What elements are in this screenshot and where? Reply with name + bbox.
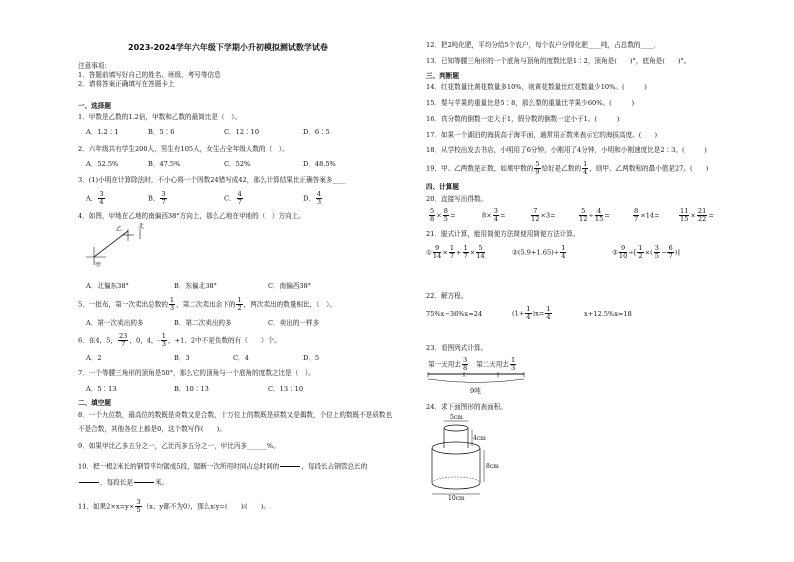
calc-item: $\frac{7}{12}$ ×3= xyxy=(531,207,556,223)
direction-figure xyxy=(86,225,146,270)
option: A．1.2∶1 xyxy=(86,128,119,136)
question-5: 5．一批布，第一次卖出总数的 $\frac{1}{3}$ ，第二次卖出余下的 $\frac{1}{2}$ ，两次卖出的数量相比，（ ）。 xyxy=(78,296,336,312)
option: B．47.5% xyxy=(148,160,181,168)
question-10-cont: ，每段长是 米。 xyxy=(78,475,168,490)
question-23: 23．看图列式计算。 xyxy=(426,344,488,352)
option: A．2 xyxy=(86,354,102,362)
option: C．南偏西38° xyxy=(268,282,312,290)
option: A．第一次卖出的多 xyxy=(86,319,144,327)
question-6: 6．在4，5， $\frac{23}{7}$ ，0，4，- $\frac{1}{3}$ ，+1．2中不是负数的有（ ）个。 xyxy=(78,332,281,348)
bar-label-first: 第一天用去 $\frac{3}{8}$ xyxy=(428,356,468,372)
question-13: 13．已知等腰三角形的一个底角与顶角的度数比是1∶2，顶角是( )°，底角是( )°。 xyxy=(426,57,691,65)
label-bottom-diameter: 10cm xyxy=(448,495,465,502)
cylinder-figure xyxy=(426,414,536,503)
question-11: 11．如果2×x=y× $\frac{3}{5}$ （x、y都不为0），那么x∶y=( )∶( )。 xyxy=(78,498,270,514)
label-bei: 北 xyxy=(138,223,145,230)
question-21: 21．脱式计算，能用简便方法简便用简便方法计算。 xyxy=(426,230,580,238)
option: B． $\frac{3}{7}$ xyxy=(148,190,166,206)
option: C． $\frac{4}{7}$ xyxy=(224,190,242,206)
question-9: 9．如果甲比乙多五分之一，乙比丙多五分之一，甲比丙多______%。 xyxy=(78,442,280,450)
question-3: 3．(1)小明在计算除法时，不小心将一个因数24错写成42，那么计算结果比正确答案多____ xyxy=(78,176,346,184)
section-judge: 三、判断题 xyxy=(426,72,459,80)
section-calc: 四、计算题 xyxy=(426,183,459,191)
option: C．4 xyxy=(233,354,249,362)
label-top-diameter: 5cm xyxy=(450,414,463,421)
option: C．卖出的一样多 xyxy=(268,319,320,327)
option: D．48.5% xyxy=(303,160,336,168)
option: B．东偏北38° xyxy=(174,282,217,290)
option: B．3 xyxy=(174,354,190,362)
option: A． $\frac{3}{4}$ xyxy=(86,190,104,206)
option: C．52% xyxy=(224,160,251,168)
label-large-height: 8cm xyxy=(486,463,499,470)
question-16: 16．真分数的倒数一定大于1，假分数的倒数一定小于1。( ) xyxy=(426,115,620,123)
question-8-cont: 不是合数，其他各位上都是0，这个数写作( )。 xyxy=(78,425,226,433)
exam-title: 2023-2024学年六年级下学期小升初模拟测试数学试卷 xyxy=(128,43,328,52)
calc-item: $\frac{8}{7}$ ×14= xyxy=(634,207,660,223)
option: A．北偏东38° xyxy=(86,282,129,290)
option: D．5 xyxy=(303,354,320,362)
bar-label-second: 第二天用去 $\frac{1}{3}$ xyxy=(476,356,516,372)
question-24: 24．求下面图形的表面积。 xyxy=(426,403,507,411)
expr-3: ③ $\frac{9}{10}$ ÷[ $\frac{1}{2}$ ×( $\frac{3}{5}$ − $\frac{6}{7}$ )] xyxy=(612,244,680,260)
section-choice: 一、选择题 xyxy=(78,102,111,110)
note-item: 2．请将答案正确填写在答题卡上 xyxy=(78,80,175,88)
label-yi: 乙 xyxy=(116,226,123,233)
option: B．10∶13 xyxy=(174,385,209,393)
question-22: 22．解方程。 xyxy=(426,292,468,300)
question-10: 10．把一根2米长的钢管平均锯成5段，锯断一次所用时间占总时间的 ，每段长占钢管总长的 xyxy=(78,459,367,474)
calc-item: $\frac{5}{12}$ ÷ $\frac{4}{15}$ = xyxy=(579,207,610,223)
question-8: 8．一个九位数，最高位的数既是奇数又是合数，十万位上的数既是质数又是偶数，个位上的数既不是质数也 xyxy=(78,411,393,419)
bar-label-total: 9吨 xyxy=(470,387,481,395)
equation-1: 75%x−36%x=24 xyxy=(426,310,483,318)
expr-1: ① $\frac{9}{14}$ × $\frac{1}{7}$ + $\frac{1}{7}$ × $\frac{5}{14}$ xyxy=(426,244,485,260)
question-19: 19．甲、乙两数是正数，如果甲数的 $\frac{5}{9}$ 恰好是乙数的 $\frac{1}{4}$ ，则甲、乙两数和的最小值是27。( ) xyxy=(426,160,709,176)
calc-item: $\frac{11}{15}$ × $\frac{21}{22}$ = xyxy=(680,207,714,223)
option: B．5∶6 xyxy=(148,128,175,136)
note-item: 1．答题前填写好自己的姓名、班级、考号等信息 xyxy=(78,71,221,79)
section-fill: 二、填空题 xyxy=(78,399,111,407)
option: A．5∶13 xyxy=(86,385,117,393)
question-1: 1．甲数是乙数的1.2倍，甲数和乙数的最简比是（ ）。 xyxy=(78,113,242,121)
label-jia: 甲 xyxy=(95,262,102,269)
option: D． $\frac{4}{3}$ xyxy=(303,190,322,206)
calc-item: 8× $\frac{3}{4}$ = xyxy=(482,207,506,223)
equation-3: x+12.5%x=18 xyxy=(584,310,632,318)
option: A．52.5% xyxy=(86,160,119,168)
equation-2: (1+ $\frac{1}{4}$ )x= $\frac{1}{4}$ xyxy=(512,305,551,321)
question-12: 12．把2吨化肥，平均分给5个农户，每个农户分得化肥____吨，占总数的____． xyxy=(426,41,661,49)
calc-item: $\frac{5}{8}$ × $\frac{8}{5}$ = xyxy=(430,207,456,223)
option: D．6∶5 xyxy=(303,128,330,136)
question-17: 17．如果一个湖泊的海拔高于海平面，通常用正数来表示它的海拔高度。( ) xyxy=(426,131,658,139)
option: B．第二次卖出的多 xyxy=(174,319,232,327)
question-18: 18．从学校出发去书店，小明用了6分钟，小刚用了4分钟，小明和小刚速度比是2∶3。( ) xyxy=(426,146,707,154)
question-14: 14．红花数量比黄花数量多10%，则黄花数量比红花数量少10%。( ) xyxy=(426,83,647,91)
question-15: 15．梨与苹果的重量比是5∶8，那么梨的重量比苹果少60%。( ) xyxy=(426,99,635,107)
option: C．13∶10 xyxy=(268,385,304,393)
label-small-height: 4cm xyxy=(473,435,486,442)
question-4: 4．如图，甲地在乙地的南偏西38°方向上，那么乙地在甲地的（ ）方向上。 xyxy=(78,212,305,220)
notes-heading: 注意事项： xyxy=(78,62,111,70)
expr-2: ②(5.9+1.65)÷ $\frac{1}{4}$ xyxy=(512,244,566,260)
option: C．12∶10 xyxy=(224,128,260,136)
question-2: 2．六年级共有学生200人，男生有105人，女生占全年级人数的（ ）。 xyxy=(78,145,289,153)
question-20: 20．直接写出得数。 xyxy=(426,195,488,203)
question-7: 7．一个等腰三角形的顶角是50°，那么它的顶角与一个底角的度数之比是（ ）。 xyxy=(78,369,315,377)
